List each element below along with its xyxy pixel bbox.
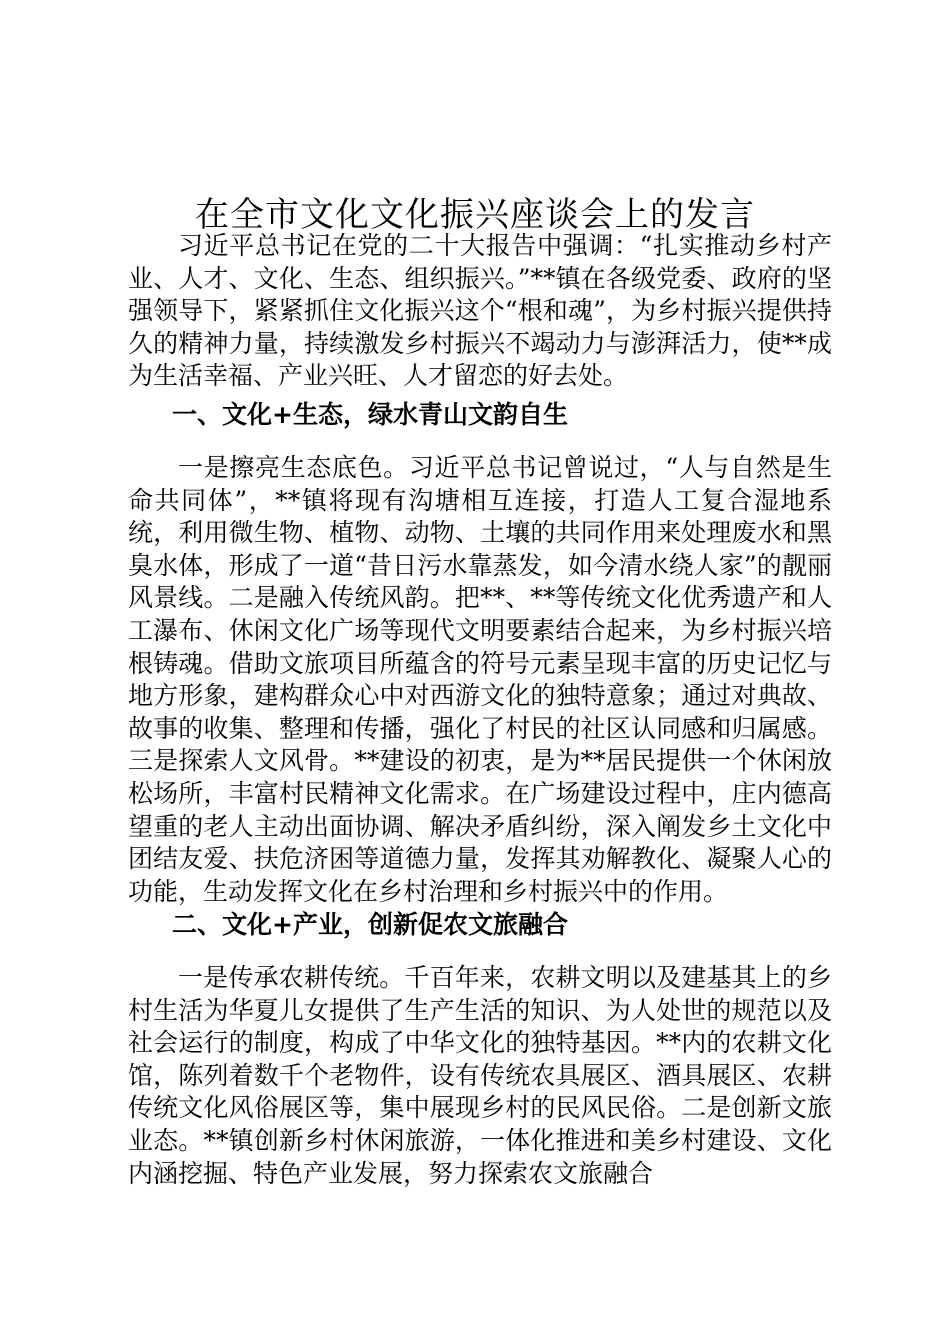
section-heading-2: 二、文化+产业，创新促农文旅融合: [172, 910, 568, 939]
section-body-1: 一是擦亮生态底色。习近平总书记曾说过，“人与自然是生命共同体”，**镇将现有沟塘相互连接，打造人工复合湿地系统，利用微生物、植物、动物、土壤的共同作用来处理废水和黑臭水体，形成了一道“昔日污水靠蒸发，如今清水绕人家”的靓丽风景线。二是融入传统风韵。把**、**等传统文化优秀遗产和人工瀑布、休闲文化广场等现代文明要素结合起来，为乡村振兴培根铸魂。借助文旅项目所蕴含的符号元素呈现丰富的历史记忆与地方形象，建构群众心中对西游文化的独特意象；通过对典故、故事的收集、整理和传播，强化了村民的社区认同感和归属感。三是探索人文风骨。**建设的初衷，是为**居民提供一个休闲放松场所，丰富村民精神文化需求。在广场建设过程中，庄内德高望重的老人主动出面协调、解决矛盾纠纷，深入阐发乡土文化中团结友爱、扶危济困等道德力量，发挥其劝解教化、凝聚人心的功能，生动发挥文化在乡村治理和乡村振兴中的作用。: [128, 453, 832, 906]
intro-paragraph: 习近平总书记在党的二十大报告中强调：“扎实推动乡村产业、人才、文化、生态、组织振兴。”**镇在各级党委、政府的坚强领导下，紧紧抓住文化振兴这个“根和魂”，为乡村振兴提供持久的精神力量，持续激发乡村振兴不竭动力与澎湃活力，使**成为生活幸福、产业兴旺、人才留恋的好去处。: [128, 231, 832, 391]
section-body-2: 一是传承农耕传统。千百年来，农耕文明以及建基其上的乡村生活为华夏儿女提供了生产生活的知识、为人处世的规范以及社会运行的制度，构成了中华文化的独特基因。**内的农耕文化馆，陈列着数千个老物件，设有传统农具展区、酒具展区、农耕传统文化风俗展区等，集中展现乡村的民风民俗。二是创新文旅业态。**镇创新乡村休闲旅游，一体化推进和美乡村建设、文化内涵挖掘、特色产业发展，努力探索农文旅融合: [128, 963, 832, 1188]
section-heading-1: 一、文化+生态，绿水青山文韵自生: [172, 400, 568, 429]
document-title: 在全市文化文化振兴座谈会上的发言: [195, 194, 755, 235]
